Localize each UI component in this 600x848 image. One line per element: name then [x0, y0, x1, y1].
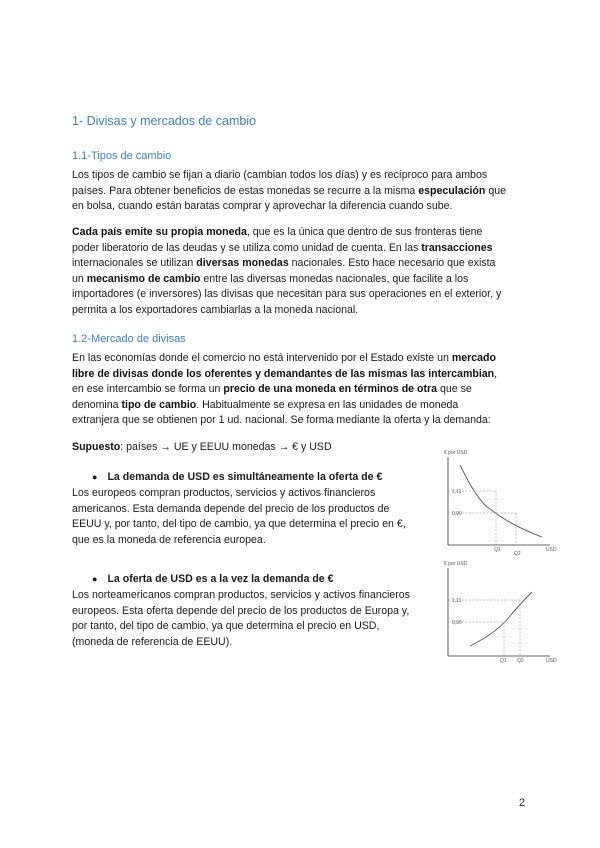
text-line: Los europeos compran productos, servicios y activos financieros [72, 487, 376, 499]
y-tick-label: 1,11 [452, 489, 462, 495]
bold-term-diversas-monedas: diversas monedas [196, 257, 289, 270]
x-tick-label: Q2 [514, 551, 521, 557]
text-line: importadores (e inversores) las divisas que necesitan para sus operaciones en el exterior, y [72, 288, 502, 301]
text-line [72, 225, 532, 241]
text-span: . Habitualmente se expresa en las unidades de moneda [196, 398, 459, 411]
bullet-title: La oferta de USD es a la vez la demanda de € [107, 573, 334, 585]
text-span: internacionales se utilizan [72, 257, 197, 270]
x-tick-label: Q2 [517, 658, 524, 664]
text-line [72, 256, 532, 272]
bold-term-tipo-de-cambio: tipo de cambio [121, 398, 197, 411]
paragraph-mercado-de-divisas [72, 351, 532, 429]
text-line: en bolsa, cuando están baratas comprar y aprovechar la diferencia cuando sube. [72, 200, 453, 213]
text-span: un [72, 272, 87, 285]
bullet-title: La demanda de USD es simultáneamente la oferta de € [107, 471, 383, 483]
bold-term-transacciones: transacciones [421, 241, 493, 254]
text-line [72, 398, 532, 414]
paragraph-moneda-propia [72, 225, 532, 319]
bold-term-mercado: mercado [451, 352, 497, 364]
bold-term-mecanismo-de-cambio: mecanismo de cambio [86, 272, 201, 285]
y-tick-label: 1,11 [452, 598, 462, 604]
bullet-demanda-usd [92, 471, 382, 483]
text-span: En las economías donde el comercio no está intervenido por el Estado existe un [72, 352, 452, 364]
text-span: países. Para obtener beneficios de estas monedas se recurre a la misma [72, 184, 419, 197]
text-line [72, 382, 532, 398]
text-span: : países → UE y EEUU monedas → € y USD [120, 441, 332, 453]
text-span: nacionales. Esto hace necesario que exista [288, 257, 496, 270]
text-span: que se [437, 383, 472, 396]
x-tick-label: Q1 [500, 658, 507, 664]
section-heading-mercado-de-divisas: 1.2-Mercado de divisas [72, 333, 186, 345]
x-tick-label: Q1 [494, 547, 501, 553]
text-line: permita a los exportadores cambiarlas a la moneda nacional. [72, 303, 359, 316]
text-line: extranjera que se obtienen por 1 ud. nacional. Se forma mediante la oferta y la demanda: [72, 414, 491, 427]
bold-term-mercado-libre: libre de divisas donde los oferentes y demandantes de las mismas las intercambian [72, 367, 495, 380]
text-span: , que es la única que dentro de sus fronteras tiene [246, 226, 483, 238]
text-line [72, 367, 532, 383]
text-line: EEUU y, por tanto, del tipo de cambio, ya que determina el precio en €, [72, 518, 406, 531]
text-line: europeos. Esta oferta depende del precio de los productos de Europa y, [72, 604, 410, 617]
y-tick-label: 0,90 [452, 620, 462, 626]
supply-curve-chart [438, 558, 568, 668]
paragraph-demanda-usd [72, 486, 432, 548]
bullet-oferta-usd [92, 573, 334, 585]
text-line [72, 272, 532, 288]
text-line: por tanto, del tipo de cambio, ya que determina el precio en USD, [72, 620, 380, 633]
text-span: en ese intercambio se forma un [72, 383, 224, 396]
text-span: que [485, 184, 506, 197]
text-span: , [494, 367, 498, 380]
y-tick-label: 0,90 [452, 511, 462, 517]
text-span: denomina [72, 398, 122, 411]
bullet-dot-icon: ● [92, 574, 98, 584]
bold-term-especulacion: especulación [418, 184, 486, 197]
text-span: entre las diversas monedas nacionales, que facilite a los [200, 272, 469, 285]
text-line [72, 351, 532, 367]
demand-curve-line [460, 465, 542, 537]
text-line: americanos. Esta demanda depende del precio de los productos de [72, 502, 390, 515]
bullet-dot-icon: ● [92, 472, 98, 482]
paragraph-tipos-de-cambio [72, 168, 532, 215]
text-line: que es la moneda de referencia europea. [72, 533, 266, 546]
bold-term-moneda-propia: Cada país emite su propia moneda [72, 226, 247, 238]
bold-term-precio-moneda: precio de una moneda en términos de otra [223, 383, 438, 396]
main-heading: 1- Divisas y mercados de cambio [72, 114, 257, 128]
text-span: poder liberatorio de las deudas y se utiliza como unidad de cuenta. En las [72, 241, 422, 254]
text-line: Los tipos de cambio se fijan a diario (cambian todos los días) y es recíproco para ambos [72, 169, 488, 181]
text-line [72, 184, 532, 200]
demand-curve-chart [438, 447, 568, 557]
section-heading-tipos-de-cambio: 1.1-Tipos de cambio [72, 150, 172, 162]
chart-xlabel: USD [546, 658, 557, 664]
text-line: (moneda de referencia de EEUU). [72, 635, 233, 648]
bold-term-supuesto: Supuesto [72, 441, 121, 453]
chart-ylabel: € por USD [444, 561, 468, 567]
chart-ylabel: € por USD [444, 450, 468, 456]
paragraph-oferta-usd [72, 588, 432, 650]
chart-xlabel: USD [546, 547, 557, 553]
page-number: 2 [519, 797, 526, 809]
text-line [72, 241, 532, 257]
text-line: Los norteamericanos compran productos, servicios y activos financieros [72, 589, 410, 601]
